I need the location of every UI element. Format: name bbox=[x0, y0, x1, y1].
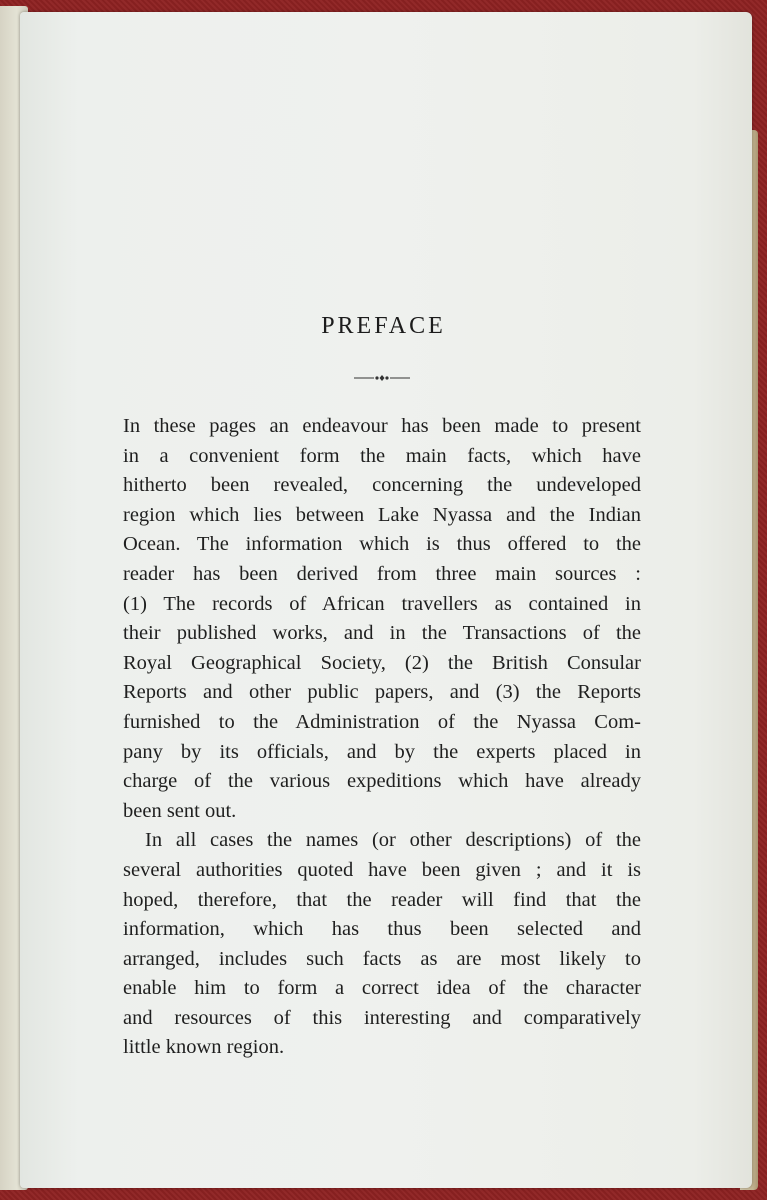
preface-body bbox=[123, 412, 641, 1063]
text-line: enable him to form a correct idea of the character bbox=[123, 977, 641, 1000]
page-title: PREFACE bbox=[321, 313, 446, 339]
text-line: several authorities quoted have been given ; and it is bbox=[123, 858, 641, 881]
text-line: information, which has thus been selected and bbox=[123, 918, 641, 941]
paragraph-2 bbox=[123, 826, 641, 1063]
text-line: hoped, therefore, that the reader will find that the bbox=[123, 888, 641, 911]
text-line: furnished to the Administration of the Nyassa Com- bbox=[123, 710, 641, 733]
text-line: reader has been derived from three main sources : bbox=[123, 562, 641, 585]
text-line: Royal Geographical Society, (2) the British Consular bbox=[123, 651, 641, 674]
text-line: their published works, and in the Transactions of the bbox=[123, 622, 641, 645]
text-line: been sent out. bbox=[123, 799, 237, 822]
text-line: (1) The records of African travellers as contained in bbox=[123, 592, 641, 615]
text-line: pany by its officials, and by the experts placed in bbox=[123, 740, 641, 763]
paragraph-1 bbox=[123, 412, 641, 826]
text-line: Ocean. The information which is thus offered to the bbox=[123, 533, 641, 556]
text-line: and resources of this interesting and comparatively bbox=[123, 1006, 641, 1029]
text-line: In all cases the names (or other descriptions) of the bbox=[145, 829, 641, 852]
text-line: arranged, includes such facts as are most likely to bbox=[123, 947, 641, 970]
text-line: In these pages an endeavour has been made to present bbox=[123, 415, 641, 437]
text-line: in a convenient form the main facts, which have bbox=[123, 444, 641, 467]
ornament-divider bbox=[352, 372, 412, 384]
text-line: Reports and other public papers, and (3) the Reports bbox=[123, 681, 641, 704]
text-line: hitherto been revealed, concerning the undeveloped bbox=[123, 474, 641, 497]
text-line: region which lies between Lake Nyassa and the Indian bbox=[123, 503, 641, 526]
text-line: little known region. bbox=[123, 1036, 285, 1059]
text-line: charge of the various expeditions which have already bbox=[123, 770, 641, 793]
